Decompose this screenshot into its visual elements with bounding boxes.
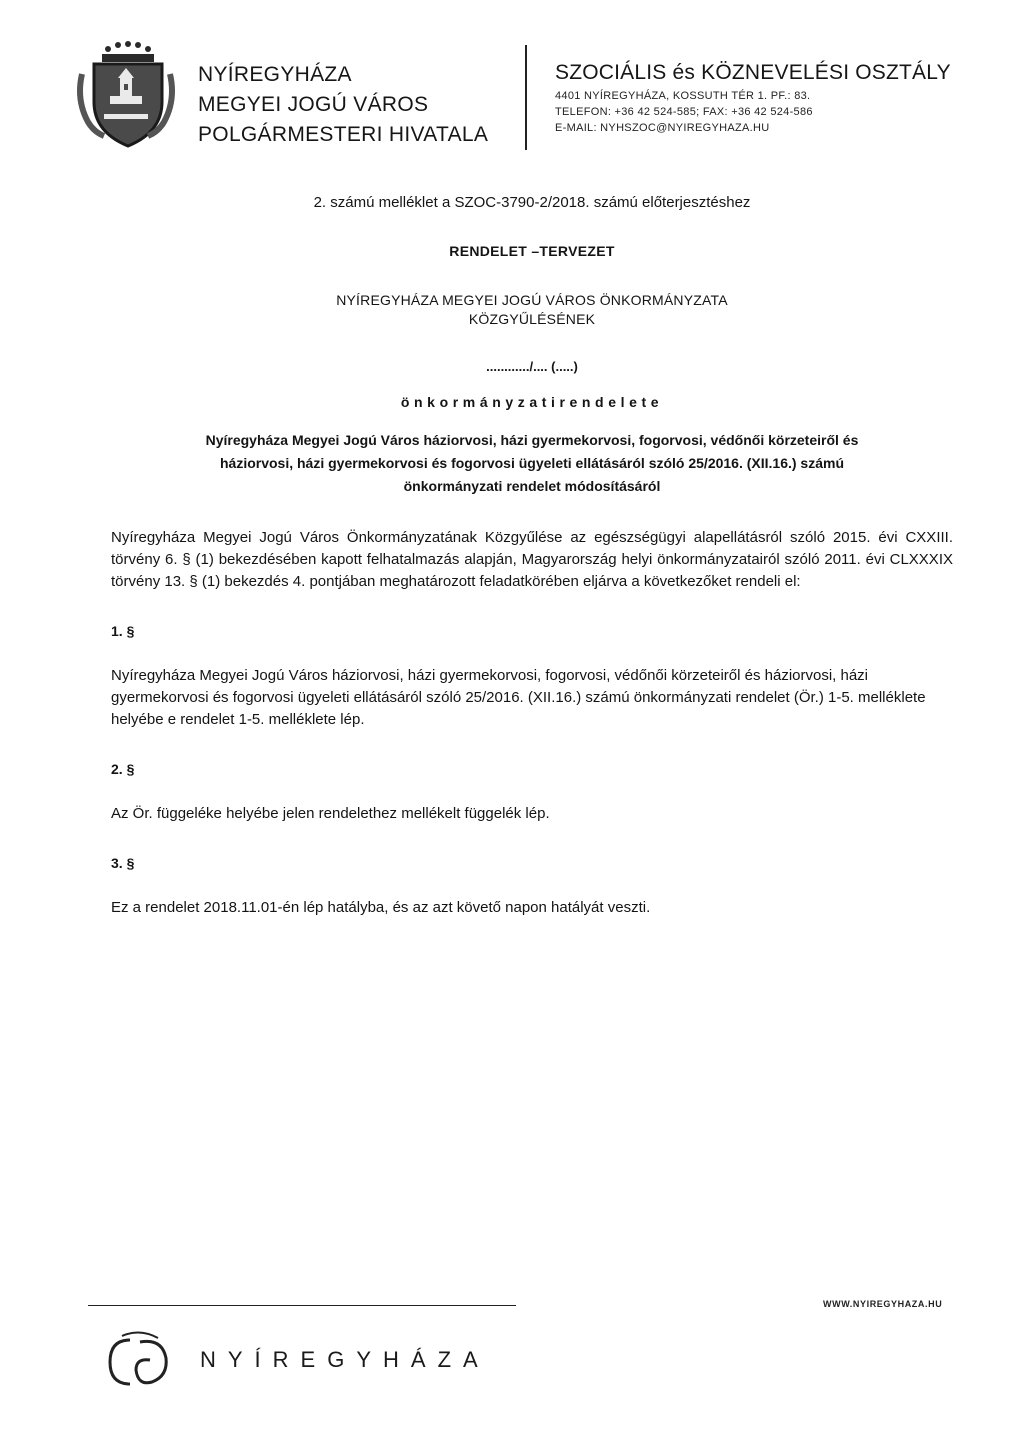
department-title: SZOCIÁLIS és KÖZNEVELÉSI OSZTÁLY	[555, 61, 951, 84]
city-line: POLGÁRMESTERI HIVATALA	[198, 123, 489, 146]
city-line: MEGYEI JOGÚ VÁROS	[198, 93, 429, 116]
decree-number-placeholder: ............/.... (.....)	[486, 359, 578, 374]
footer-website: WWW.NYIREGYHAZA.HU	[823, 1299, 943, 1309]
section-text: Az Ör. függeléke helyébe jelen rendelethez mellékelt függelék lép.	[111, 805, 550, 822]
header-divider	[525, 45, 527, 150]
section-heading: 2. §	[111, 761, 135, 777]
city-line: NYÍREGYHÁZA	[198, 63, 352, 86]
decree-word: önkormányzatirendelete	[400, 394, 664, 410]
annex-reference: 2. számú melléklet a SZOC-3790-2/2018. számú előterjesztéshez	[313, 194, 751, 211]
decree-subject	[111, 429, 953, 498]
letterhead	[0, 0, 1024, 160]
department-email: E-MAIL: NYHSZOC@NYIREGYHAZA.HU	[555, 122, 770, 134]
footer-rule	[88, 1305, 516, 1306]
preamble: Nyíregyháza Megyei Jogú Város Önkormányzatának Közgyűlése az egészségügyi alapellátásról szóló 2015. évi CXXIII. törvény 6. § (1) bekezdésében kapott felhatalmazás alapján, Magyarország helyi önkormányzatairól szóló 2011. évi CLXXXIX törvény 13. § (1) bekezdés 4. pontjában meghatározott feladatkörében eljárva a következőket rendeli el:	[111, 529, 953, 590]
footer-logo-text: NYÍREGYHÁZA	[200, 1347, 490, 1372]
issuing-body-line: NYÍREGYHÁZA MEGYEI JOGÚ VÁROS ÖNKORMÁNYZATA	[336, 292, 728, 308]
section-text: Ez a rendelet 2018.11.01-én lép hatályba, és az azt követő napon hatályát veszti.	[111, 899, 651, 916]
document-type: RENDELET –TERVEZET	[449, 243, 615, 259]
section-text: Nyíregyháza Megyei Jogú Város háziorvosi, házi gyermekorvosi, fogorvosi, védőnői körzeteiről és háziorvosi, házi gyermekorvosi és fogorvosi ügyeleti ellátásáról szóló 25/2016. (XII.16.) számú önkormányzati rendelet (Ör.) 1-5. melléklete helyébe e rendelet 1-5. melléklete lép.	[111, 667, 926, 728]
city-logo-icon	[100, 1330, 180, 1390]
section-heading: 1. §	[111, 623, 135, 639]
subject-line: önkormányzati rendelet módosításáról	[403, 478, 661, 494]
issuing-body	[111, 291, 953, 329]
document-body	[111, 193, 953, 919]
issuing-body-line: KÖZGYŰLÉSÉNEK	[468, 311, 596, 327]
section-heading: 3. §	[111, 855, 135, 871]
department-block	[555, 60, 951, 136]
department-address: 4401 NYÍREGYHÁZA, KOSSUTH TÉR 1. PF.: 83.	[555, 90, 811, 102]
city-coat-of-arms-icon	[74, 40, 178, 152]
department-phone: TELEFON: +36 42 524-585; FAX: +36 42 524-586	[555, 106, 813, 118]
subject-line: háziorvosi, házi gyermekorvosi és fogorvosi ügyeleti ellátásáról szóló 25/2016. (XII.16.) számú	[219, 455, 845, 471]
city-name-block	[198, 60, 488, 150]
subject-line: Nyíregyháza Megyei Jogú Város háziorvosi, házi gyermekorvosi, fogorvosi, védőnői körzeteiről és	[205, 432, 859, 448]
